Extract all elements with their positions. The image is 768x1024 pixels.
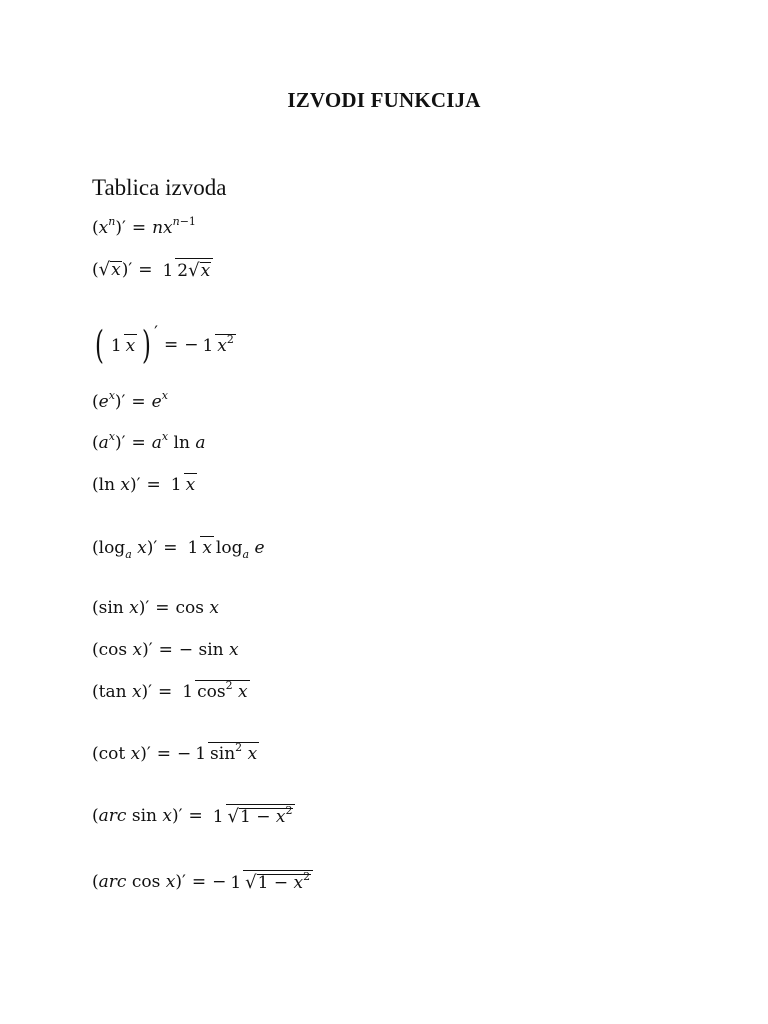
formula-arccos: (arc cos x)′ = − 1 $√1 - x^2$: [92, 870, 315, 894]
formula-sqrt: (√x)′ = 1 2√x: [92, 258, 215, 282]
formula-cot: (cot x)′ = − 1 $\sin^2 x$: [92, 741, 258, 764]
section-heading: Tablica izvoda: [92, 175, 227, 200]
formula-arcsin: (arc sin x)′ = 1 $√1 - x^2$: [92, 804, 297, 828]
formula-ln: (ln x)′ = 1 x: [92, 474, 196, 495]
formula-sin: (sin x)′ = cos x: [92, 598, 219, 618]
formula-exp-a: $(a^x)'$ = $a^x$ ln a: [92, 430, 206, 453]
formula-log: ($\log_a$ x)′ = 1 x $\log_a e$: [92, 537, 265, 561]
formula-exp-e: $(e^x)'$ = $e^x$: [92, 389, 168, 412]
formula-tan: (tan x)′ = 1 $\cos^2 x$: [92, 679, 248, 702]
formula-reciprocal: ( 1 x ) ′ = − 1 $x^2$: [94, 323, 234, 367]
page-title: IZVODI FUNKCIJA: [287, 88, 481, 112]
formula-cos: (cos x)′ = − sin x: [92, 640, 239, 660]
formula-power: $(x^n)'$ = $nx^{n-1}$: [92, 215, 196, 238]
